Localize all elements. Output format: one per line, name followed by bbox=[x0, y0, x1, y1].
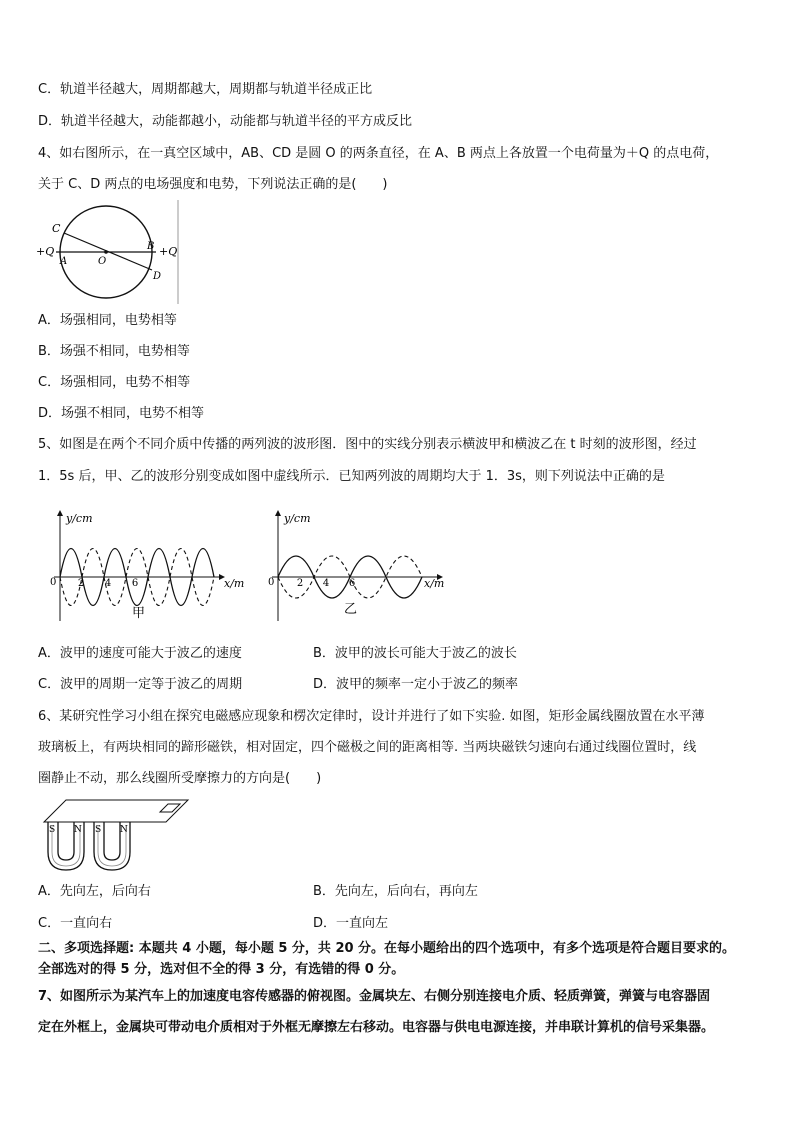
q6-option-d: D．一直向左 bbox=[313, 916, 389, 931]
q4-option-c: C．场强相同，电势不相等 bbox=[38, 375, 191, 390]
left-tick-2: 2 bbox=[77, 578, 85, 589]
right-origin: 0 bbox=[268, 577, 275, 588]
q3-option-c: C．轨道半径越大，周期都越大，周期都与轨道半径成正比 bbox=[38, 82, 373, 97]
left-ylabel: y/cm bbox=[66, 512, 93, 525]
q4-circle-figure bbox=[34, 200, 184, 304]
q5-wave-graphs bbox=[44, 505, 464, 630]
right-ylabel: y/cm bbox=[284, 512, 311, 525]
right-tick-2: 2 bbox=[296, 578, 304, 589]
q5-stem-line2: 1．5s 后，甲、乙的波形分别变成如图中虚线所示．已知两列波的周期均大于 1．3s，则下列说法中正确的是 bbox=[38, 469, 665, 484]
q6-option-b: B．先向左，后向右，再向左 bbox=[313, 884, 478, 899]
q4-option-b: B．场强不相同，电势相等 bbox=[38, 344, 190, 359]
q5-option-b: B．波甲的波长可能大于波乙的波长 bbox=[313, 646, 517, 661]
q6-option-a: A．先向左，后向右 bbox=[38, 884, 151, 899]
q4-option-d: D．场强不相同，电势不相等 bbox=[38, 406, 205, 421]
right-tick-4: 4 bbox=[322, 578, 330, 589]
right-tick-6: 6 bbox=[348, 578, 356, 589]
left-xlabel: x/m bbox=[224, 577, 245, 590]
pole-n-2: N bbox=[120, 825, 128, 835]
section2-heading-line2: 全部选对的得 5 分，选对但不全的得 3 分，有选错的得 0 分。 bbox=[38, 962, 405, 977]
q4-label-b: B bbox=[147, 241, 155, 252]
right-xlabel: x/m bbox=[424, 577, 445, 590]
q4-label-c: C bbox=[52, 222, 61, 235]
q4-stem-line2: 关于 C、D 两点的电场强度和电势，下列说法正确的是( ) bbox=[38, 177, 388, 192]
right-caption: 乙 bbox=[344, 602, 358, 617]
q4-option-a: A．场强相同，电势相等 bbox=[38, 313, 177, 328]
pole-s-2: S bbox=[95, 825, 102, 835]
q4-label-d: D bbox=[153, 271, 162, 282]
q6-stem-line3: 圈静止不动，那么线圈所受摩擦力的方向是( ) bbox=[38, 771, 322, 786]
q4-label-a: A bbox=[60, 256, 68, 267]
q4-label-o: O bbox=[98, 256, 107, 267]
q6-stem-line2: 玻璃板上，有两块相同的蹄形磁铁，相对固定，四个磁极之间的距离相等. 当两块磁铁匀速向右通过线圈位置时，线 bbox=[38, 740, 697, 755]
q4-stem-line1: 4、如右图所示，在一真空区域中，AB、CD 是圆 O 的两条直径，在 A、B 两点上各放置一个电荷量为＋Q 的点电荷， bbox=[38, 146, 719, 161]
q5-option-c: C．波甲的周期一定等于波乙的周期 bbox=[38, 677, 243, 692]
q7-stem-line1: 7、如图所示为某汽车上的加速度电容传感器的俯视图。金属块左、右侧分别连接电介质、轻质弹簧，弹簧与电容器固 bbox=[38, 989, 711, 1004]
q5-option-d: D．波甲的频率一定小于波乙的频率 bbox=[313, 677, 519, 692]
q7-stem-line2: 定在外框上，金属块可带动电介质相对于外框无摩擦左右移动。电容器与供电电源连接，并串联计算机的信号采集器。 bbox=[38, 1020, 715, 1035]
q6-stem-line1: 6、某研究性学习小组在探究电磁感应现象和楞次定律时，设计并进行了如下实验. 如图，矩形金属线圈放置在水平薄 bbox=[38, 709, 705, 724]
pole-n-1: N bbox=[74, 825, 82, 835]
q4-label-q-left: +Q bbox=[36, 245, 55, 258]
pole-s-1: S bbox=[49, 825, 56, 835]
q5-option-a: A．波甲的速度可能大于波乙的速度 bbox=[38, 646, 242, 661]
q5-stem-line1: 5、如图是在两个不同介质中传播的两列波的波形图．图中的实线分别表示横波甲和横波乙在 t 时刻的波形图，经过 bbox=[38, 437, 697, 452]
q6-magnet-figure bbox=[40, 796, 190, 876]
section2-heading-line1: 二、多项选择题: 本题共 4 小题，每小题 5 分，共 20 分。在每小题给出的四个选项中，有多个选项是符合题目要求的。 bbox=[38, 941, 736, 956]
left-caption: 甲 bbox=[132, 606, 146, 621]
q4-label-q-right: +Q bbox=[159, 245, 178, 258]
q6-option-c: C．一直向右 bbox=[38, 916, 113, 931]
left-origin: 0 bbox=[50, 577, 57, 588]
left-tick-4: 4 bbox=[104, 578, 112, 589]
left-tick-6: 6 bbox=[131, 578, 139, 589]
q3-option-d: D．轨道半径越大，动能都越小，动能都与轨道半径的平方成反比 bbox=[38, 114, 413, 129]
